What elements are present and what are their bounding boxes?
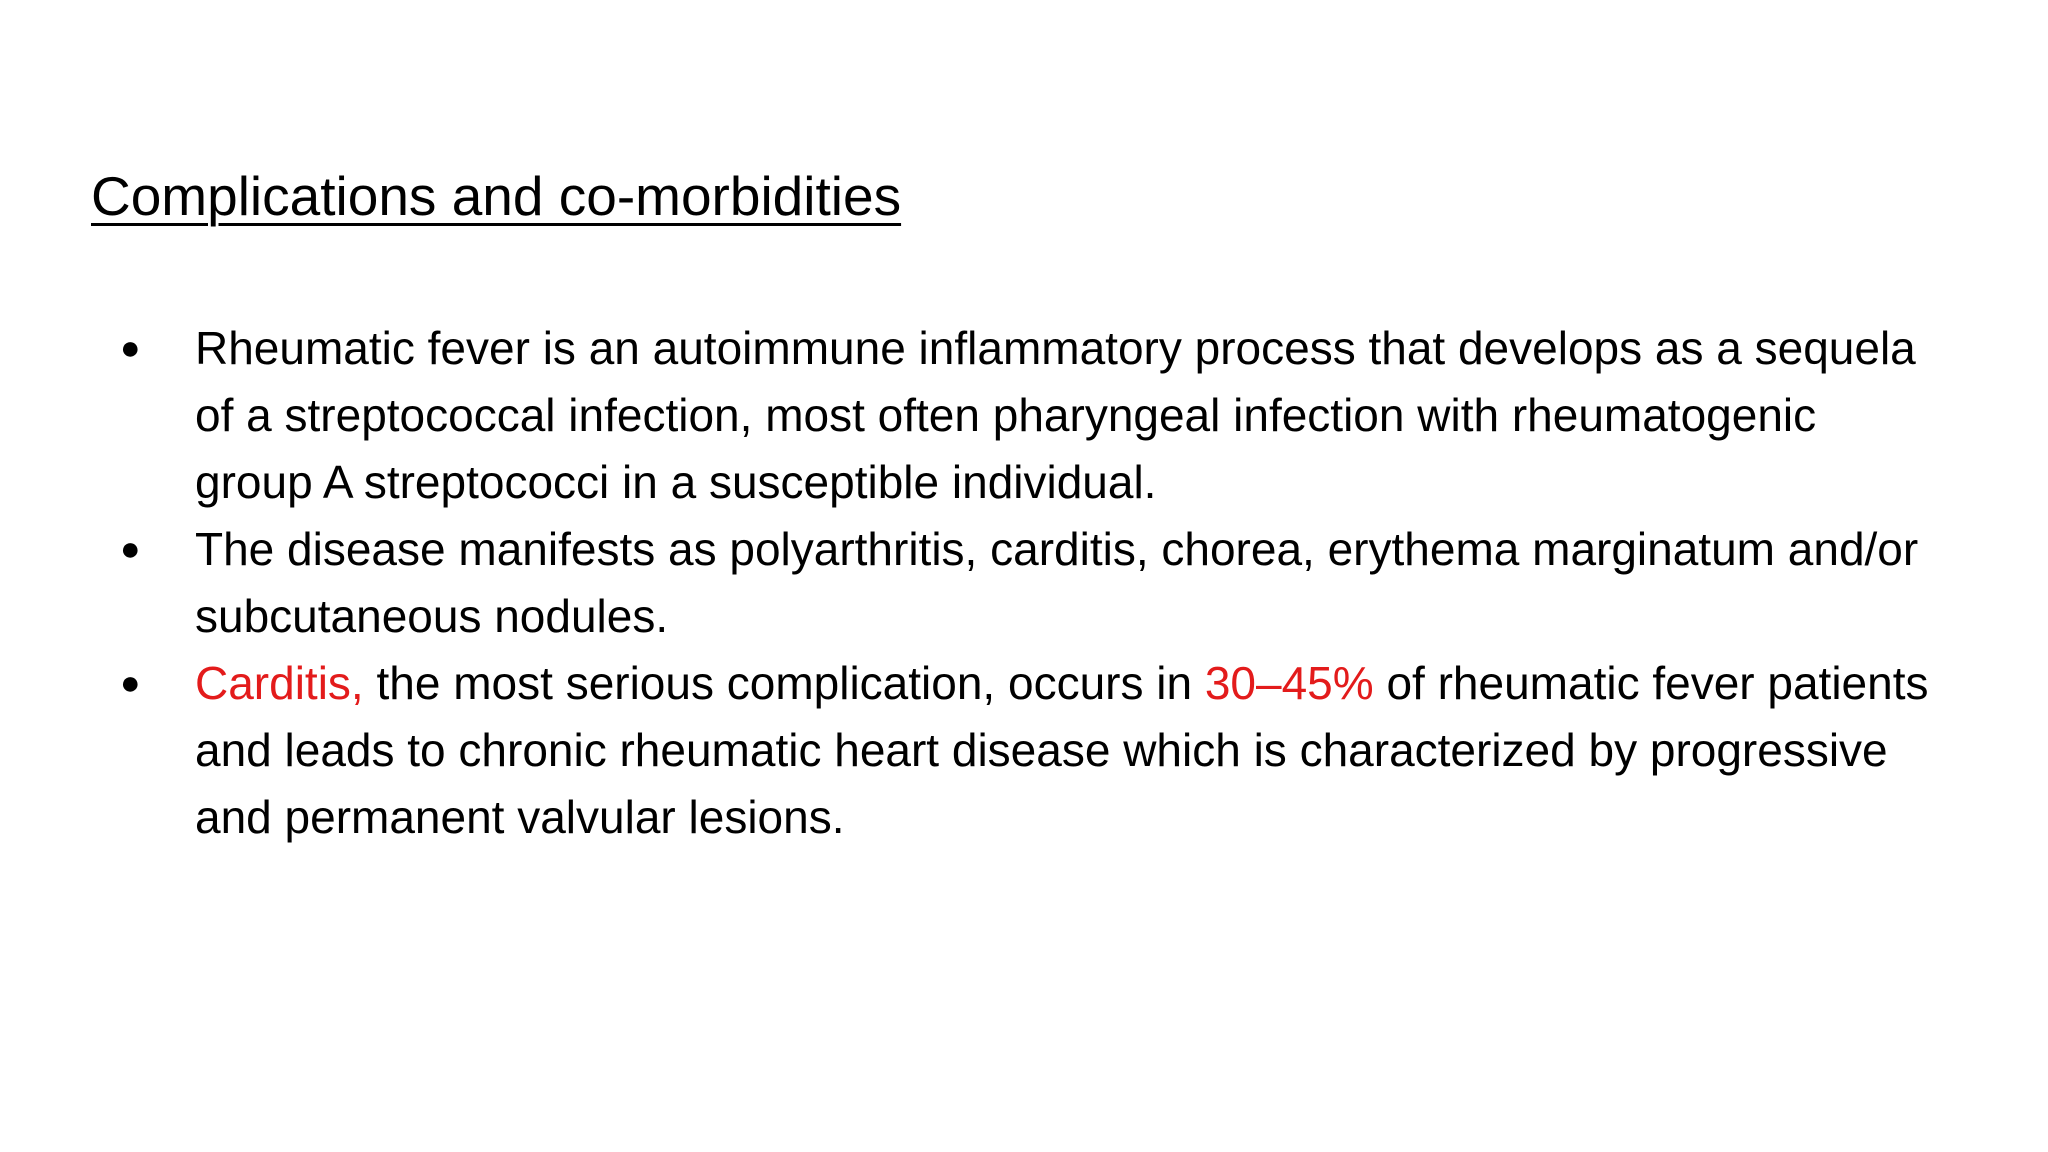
bullet-icon: ● bbox=[120, 530, 141, 568]
highlight-percentage: 30–45% bbox=[1204, 657, 1374, 709]
highlight-carditis: Carditis, bbox=[195, 657, 364, 709]
bullet-text: Rheumatic fever is an autoimmune inflammatory process that develops as a sequela of a streptococcal infection, most often pharyngeal infection with rheumatogenic group A streptococci in a susceptible individual. bbox=[195, 322, 1916, 508]
bullet-item-rheumatic-fever bbox=[0, 315, 1935, 516]
bullet-icon: ● bbox=[120, 664, 141, 702]
bullet-text-segment: of rheumatic fever patients and leads to chronic rheumatic heart disease which is characterized by progressive and permanent valvular lesions. bbox=[195, 657, 1929, 843]
bullet-icon: ● bbox=[120, 329, 141, 367]
bullet-item-manifestations bbox=[0, 516, 1935, 650]
bullet-item-carditis bbox=[0, 650, 1935, 851]
bullet-text bbox=[195, 650, 1935, 851]
bullet-text-segment: the most serious complication, occurs in bbox=[363, 657, 1205, 709]
slide-title: Complications and co-morbidities bbox=[91, 165, 902, 227]
bullet-text: The disease manifests as polyarthritis, carditis, chorea, erythema marginatum and/or subcutaneous nodules. bbox=[195, 523, 1919, 642]
bullet-list bbox=[0, 315, 2048, 851]
